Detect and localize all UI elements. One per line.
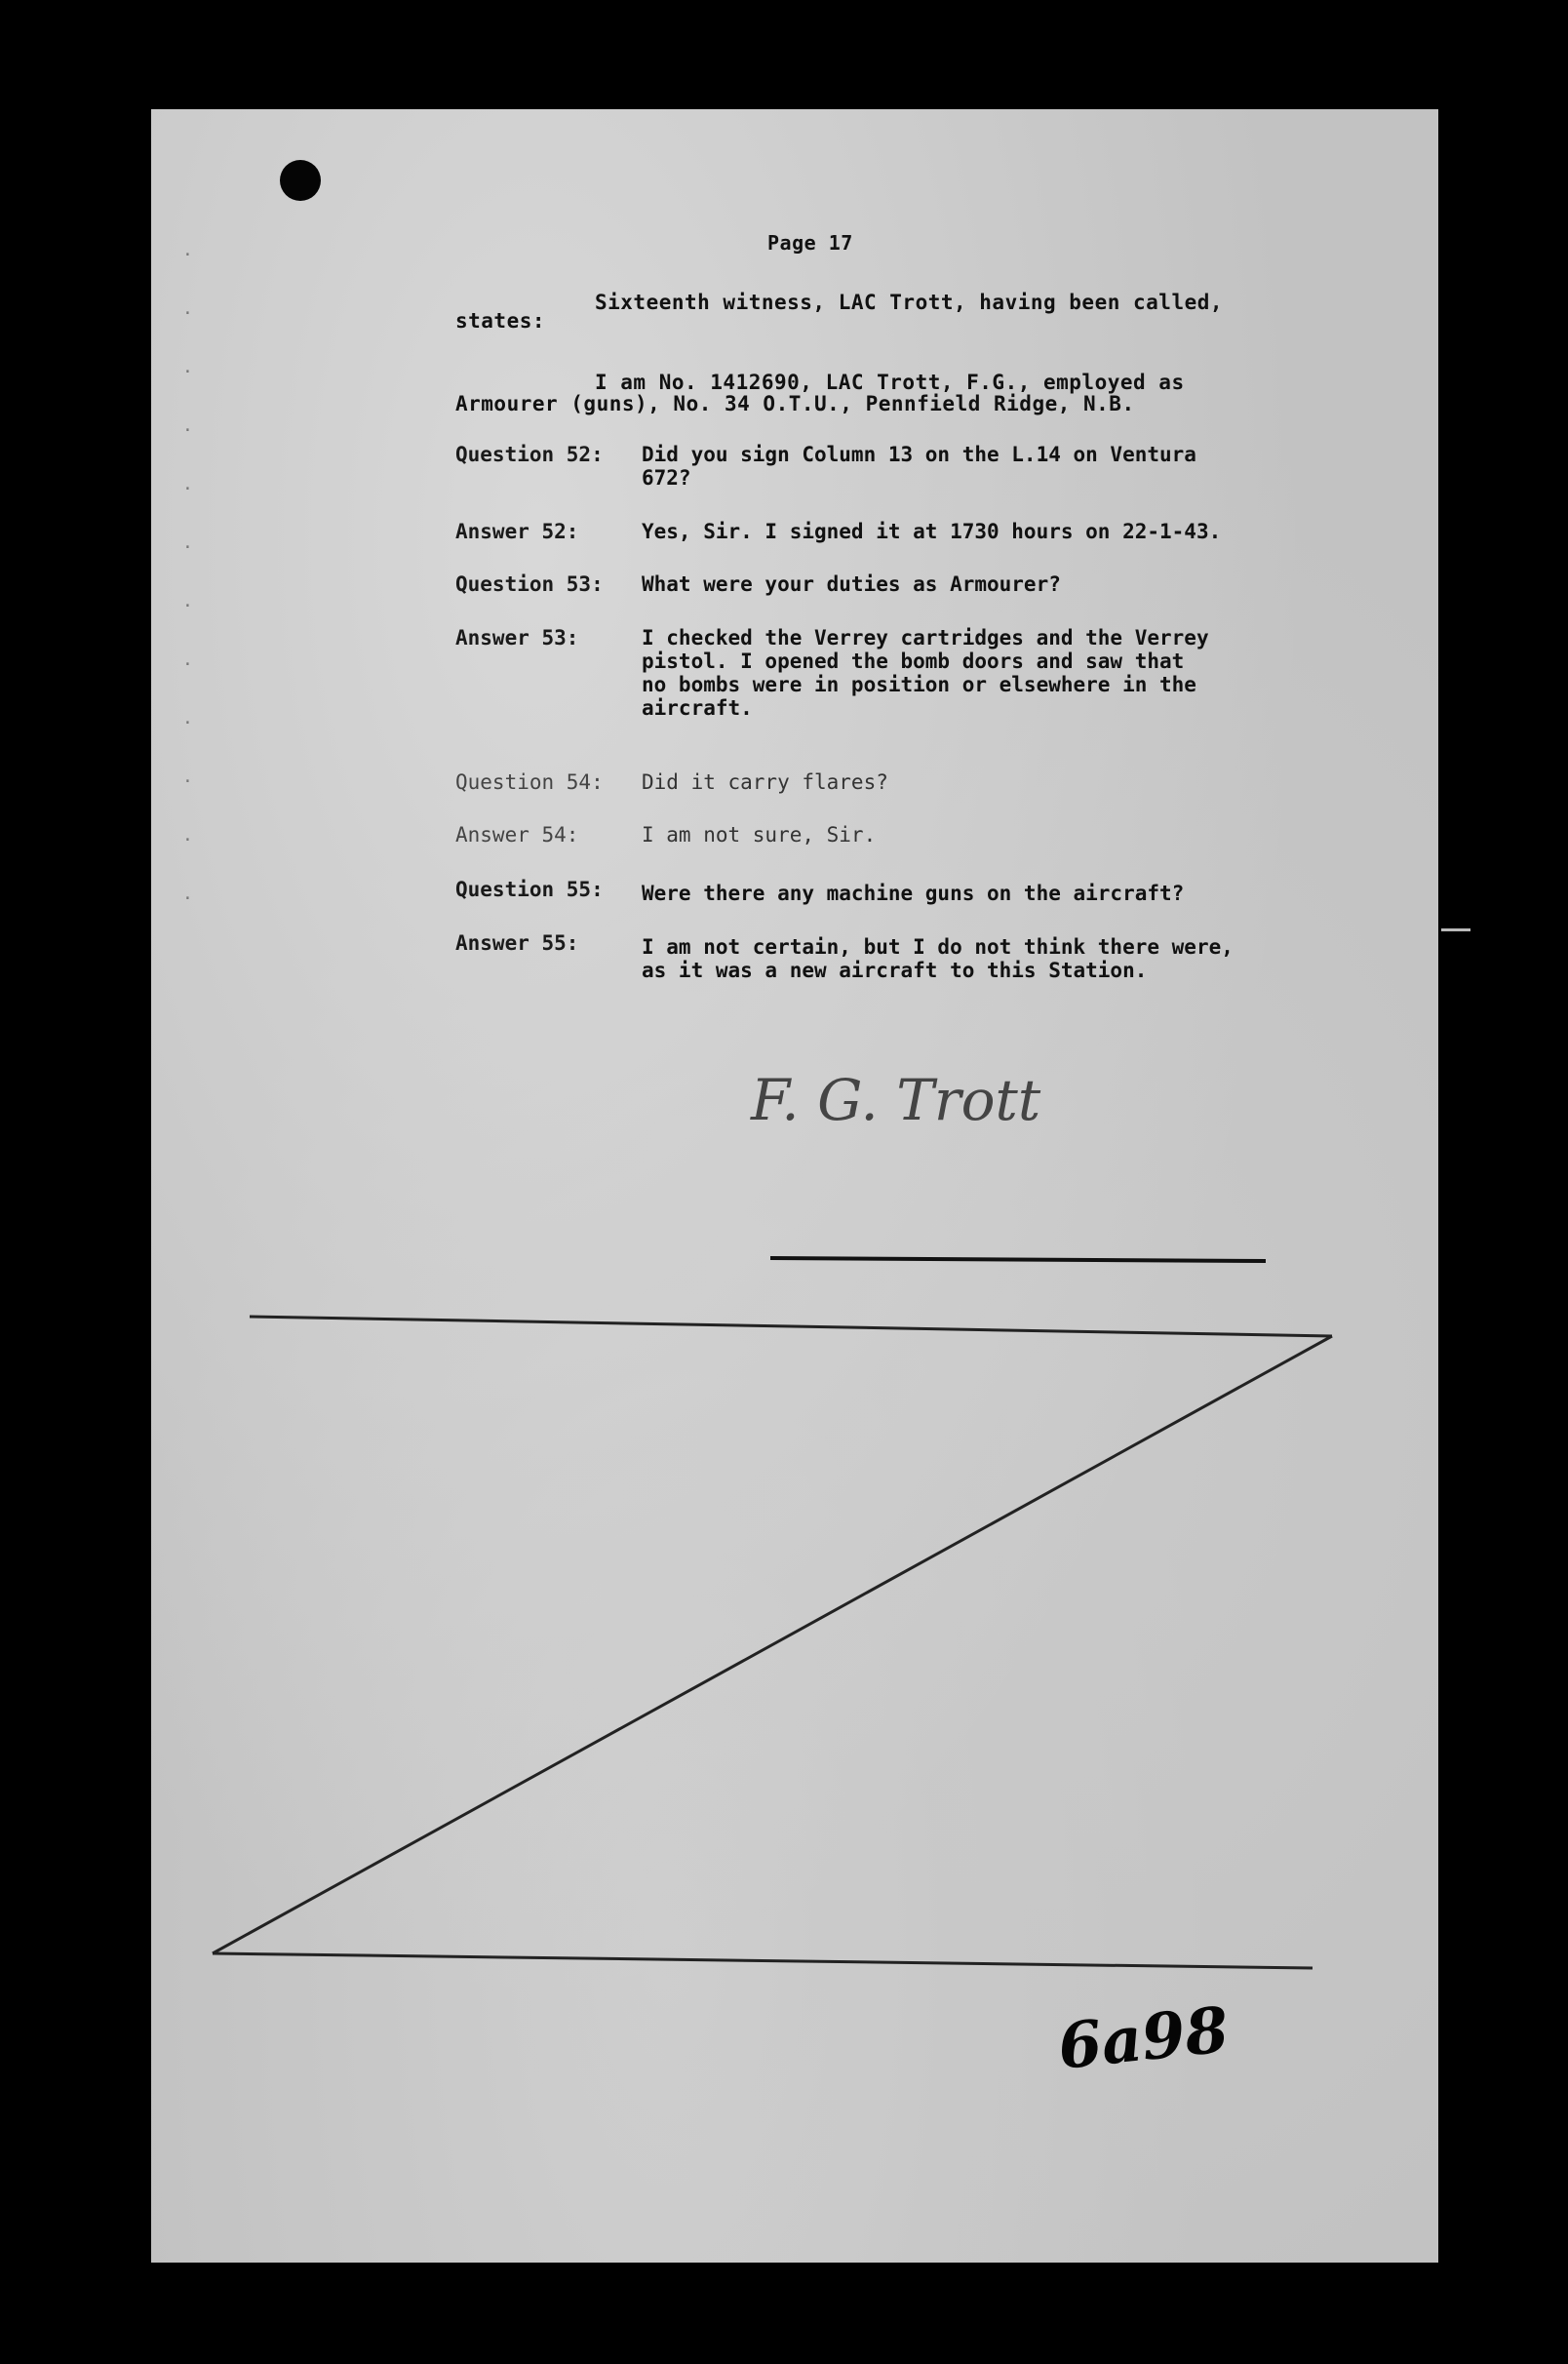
qa-label: Answer 55:	[455, 931, 579, 955]
qa-label: Answer 54:	[455, 823, 579, 847]
qa-line: I am not certain, but I do not think there were,	[642, 935, 1234, 959]
qa-line: Did you sign Column 13 on the L.14 on Ventura	[642, 443, 1196, 466]
margin-marks: · · · · · · · · · · · ·	[182, 245, 193, 909]
z-diagonal-line	[213, 1336, 1332, 1953]
qa-label: Question 52:	[455, 443, 604, 466]
z-top-line	[250, 1317, 1332, 1336]
qa-line: 672?	[642, 466, 691, 490]
qa-line: Did it carry flares?	[642, 770, 888, 794]
qa-line: Yes, Sir. I signed it at 1730 hours on 22-1-43.	[642, 520, 1222, 543]
archive-stamp: 6a98	[1054, 1993, 1233, 2084]
statement-line-2: Armourer (guns), No. 34 O.T.U., Pennfield Ridge, N.B.	[455, 392, 1135, 415]
qa-label: Question 53:	[455, 572, 604, 596]
qa-line: What were your duties as Armourer?	[642, 572, 1061, 596]
signature: F. G. Trott	[751, 1067, 1041, 1133]
qa-line: I am not sure, Sir.	[642, 823, 877, 847]
qa-line: no bombs were in position or elsewhere in the	[642, 673, 1196, 696]
qa-label: Question 54:	[455, 770, 604, 794]
qa-line: Were there any machine guns on the aircraft?	[642, 882, 1185, 905]
z-bottom-line	[213, 1953, 1313, 1968]
qa-line: I checked the Verrey cartridges and the Verrey	[642, 626, 1209, 650]
qa-line: pistol. I opened the bomb doors and saw that	[642, 650, 1185, 673]
statement-line-1: I am No. 1412690, LAC Trott, F.G., employed as	[595, 371, 1185, 394]
qa-label: Question 55:	[455, 878, 604, 901]
qa-line: aircraft.	[642, 696, 753, 720]
qa-label: Answer 53:	[455, 626, 579, 650]
qa-label: Answer 52:	[455, 520, 579, 543]
intro-line-2: states:	[455, 309, 546, 333]
intro-line-1: Sixteenth witness, LAC Trott, having been called,	[595, 291, 1224, 314]
page-number: Page 17	[767, 231, 853, 255]
qa-line: as it was a new aircraft to this Station.	[642, 959, 1148, 982]
signature-line	[770, 1258, 1266, 1261]
